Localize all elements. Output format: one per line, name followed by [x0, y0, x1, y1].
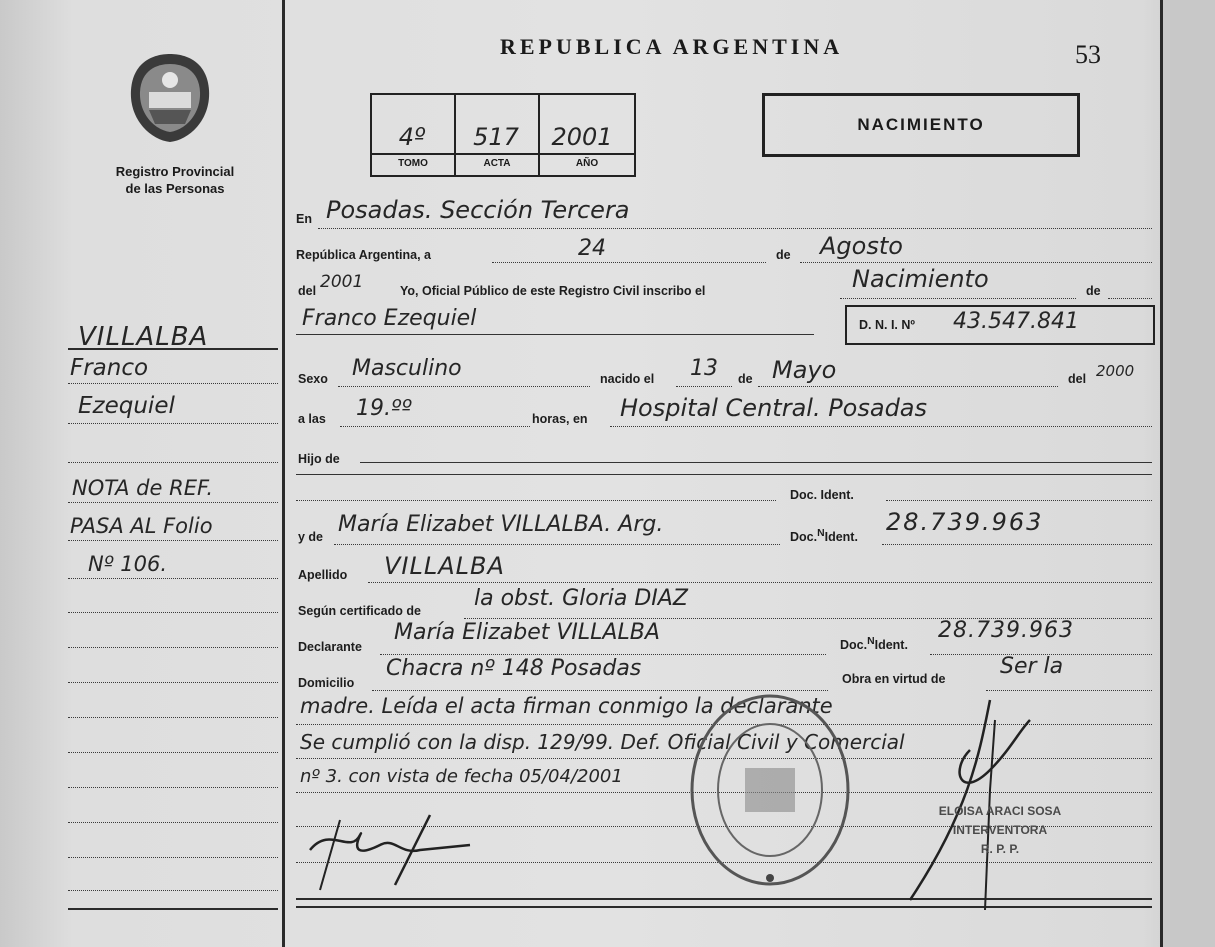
- margin-line: [68, 857, 278, 858]
- mother-doc-value: 28.739.963: [886, 508, 1044, 536]
- margin-line: [68, 908, 278, 910]
- child-name-value: Franco Ezequiel: [302, 306, 477, 331]
- en-value: Posadas. Sección Tercera: [326, 196, 630, 224]
- margin-line: [68, 787, 278, 788]
- acta-label: ACTA: [456, 153, 538, 169]
- continuation-line-1: madre. Leída el acta firman conmigo la declarante: [300, 694, 833, 718]
- yo-label: Yo, Oficial Público de este Registro Civil inscribo el: [400, 284, 706, 298]
- declarante-doc-label: Doc.$^N$Ident.: [840, 636, 908, 653]
- horas-label: horas, en: [532, 412, 588, 426]
- dni-label: D. N. I. Nº: [859, 318, 915, 332]
- margin-line: [68, 578, 278, 579]
- tomo-label: TOMO: [372, 153, 454, 169]
- birth-year: 2000: [1096, 362, 1135, 380]
- margin-line: [68, 682, 278, 683]
- republica-label: República Argentina, a: [296, 248, 431, 262]
- sexo-label: Sexo: [298, 372, 328, 386]
- de-label: de: [776, 248, 791, 262]
- margin-note-3: Nº 106.: [88, 552, 168, 576]
- obra-label: Obra en virtud de: [842, 672, 946, 686]
- hour-value: 19.ºº: [356, 396, 412, 421]
- margin-note-2: PASA AL Folio: [70, 514, 213, 538]
- obra-value: Ser la: [1000, 654, 1064, 679]
- del2-label: del: [1068, 372, 1087, 386]
- yde-label: y de: [298, 530, 324, 544]
- domicilio-label: Domicilio: [298, 676, 355, 690]
- page-number: 53: [1075, 40, 1101, 69]
- en-label: En: [296, 212, 312, 226]
- birth-day: 13: [690, 356, 718, 381]
- column-divider: [282, 0, 285, 947]
- margin-line: [68, 717, 278, 718]
- margin-line: [68, 890, 278, 891]
- declarante-doc-value: 28.739.963: [938, 618, 1074, 643]
- margin-line: [68, 612, 278, 613]
- tomo-value: 4º: [398, 123, 426, 151]
- margin-line: [68, 423, 278, 424]
- margin-line: [68, 462, 278, 463]
- record-type-box: NACIMIENTO: [762, 93, 1080, 157]
- margin-first-name: Franco: [70, 355, 149, 381]
- left-margin-column: [0, 0, 282, 947]
- ano-value: 2001: [551, 123, 613, 151]
- apellido-value: VILLALBA: [384, 552, 505, 580]
- officer-signature: [900, 690, 1040, 910]
- segun-value: la obst. Gloria DIAZ: [474, 586, 688, 611]
- coat-of-arms-seal: [127, 50, 213, 146]
- apellido-label: Apellido: [298, 568, 348, 582]
- birth-month: Mayo: [772, 356, 837, 384]
- day-value: 24: [578, 236, 606, 261]
- margin-line: [68, 383, 278, 384]
- place-value: Hospital Central. Posadas: [620, 394, 928, 422]
- ano-label: AÑO: [540, 153, 634, 169]
- declarant-signature: [300, 805, 490, 895]
- margin-line: [68, 540, 278, 541]
- sexo-value: Masculino: [352, 356, 462, 381]
- margin-line: [68, 647, 278, 648]
- month-value: Agosto: [820, 232, 903, 260]
- margin-second-name: Ezequiel: [78, 393, 175, 419]
- segun-label: Según certificado de: [298, 604, 421, 618]
- de2-label: de: [1086, 284, 1101, 298]
- declarante-value: María Elizabet VILLALBA: [394, 620, 660, 645]
- de3-label: de: [738, 372, 753, 386]
- inscribo-value: Nacimiento: [852, 265, 989, 293]
- father-doc-label: Doc. Ident.: [790, 488, 854, 502]
- margin-line: [68, 502, 278, 503]
- continuation-line-3: nº 3. con vista de fecha 05/04/2001: [300, 766, 623, 787]
- dni-box: [845, 305, 1155, 345]
- nacido-label: nacido el: [600, 372, 655, 386]
- continuation-line-2: Se cumplió con la disp. 129/99. Def. Oficial Civil y Comercial: [300, 730, 905, 754]
- page-edge: [1163, 0, 1215, 947]
- dni-value: 43.547.841: [953, 309, 1079, 334]
- margin-line: [68, 752, 278, 753]
- mother-name: María Elizabet VILLALBA. Arg.: [338, 512, 664, 537]
- record-reference-box: [370, 93, 636, 177]
- mother-doc-label: Doc.$^N$Ident.: [790, 528, 858, 545]
- del-label: del: [298, 284, 317, 298]
- official-round-stamp: [685, 690, 855, 890]
- year-value: 2001: [320, 272, 364, 292]
- declarante-label: Declarante: [298, 640, 362, 654]
- margin-note-1: NOTA de REF.: [72, 476, 214, 500]
- interventora-rubber-stamp: ELOISA ARACI SOSA INTERVENTORA R. P. P.: [938, 804, 1062, 856]
- alas-label: a las: [298, 412, 326, 426]
- margin-line: [68, 822, 278, 823]
- document-title: REPUBLICA ARGENTINA: [500, 34, 844, 59]
- acta-value: 517: [473, 123, 519, 151]
- margin-line: [68, 348, 278, 350]
- registry-name: Registro Provincial de las Personas: [115, 164, 235, 196]
- margin-surname: VILLALBA: [78, 322, 209, 352]
- domicilio-value: Chacra nº 148 Posadas: [386, 656, 642, 681]
- hijo-label: Hijo de: [298, 452, 340, 466]
